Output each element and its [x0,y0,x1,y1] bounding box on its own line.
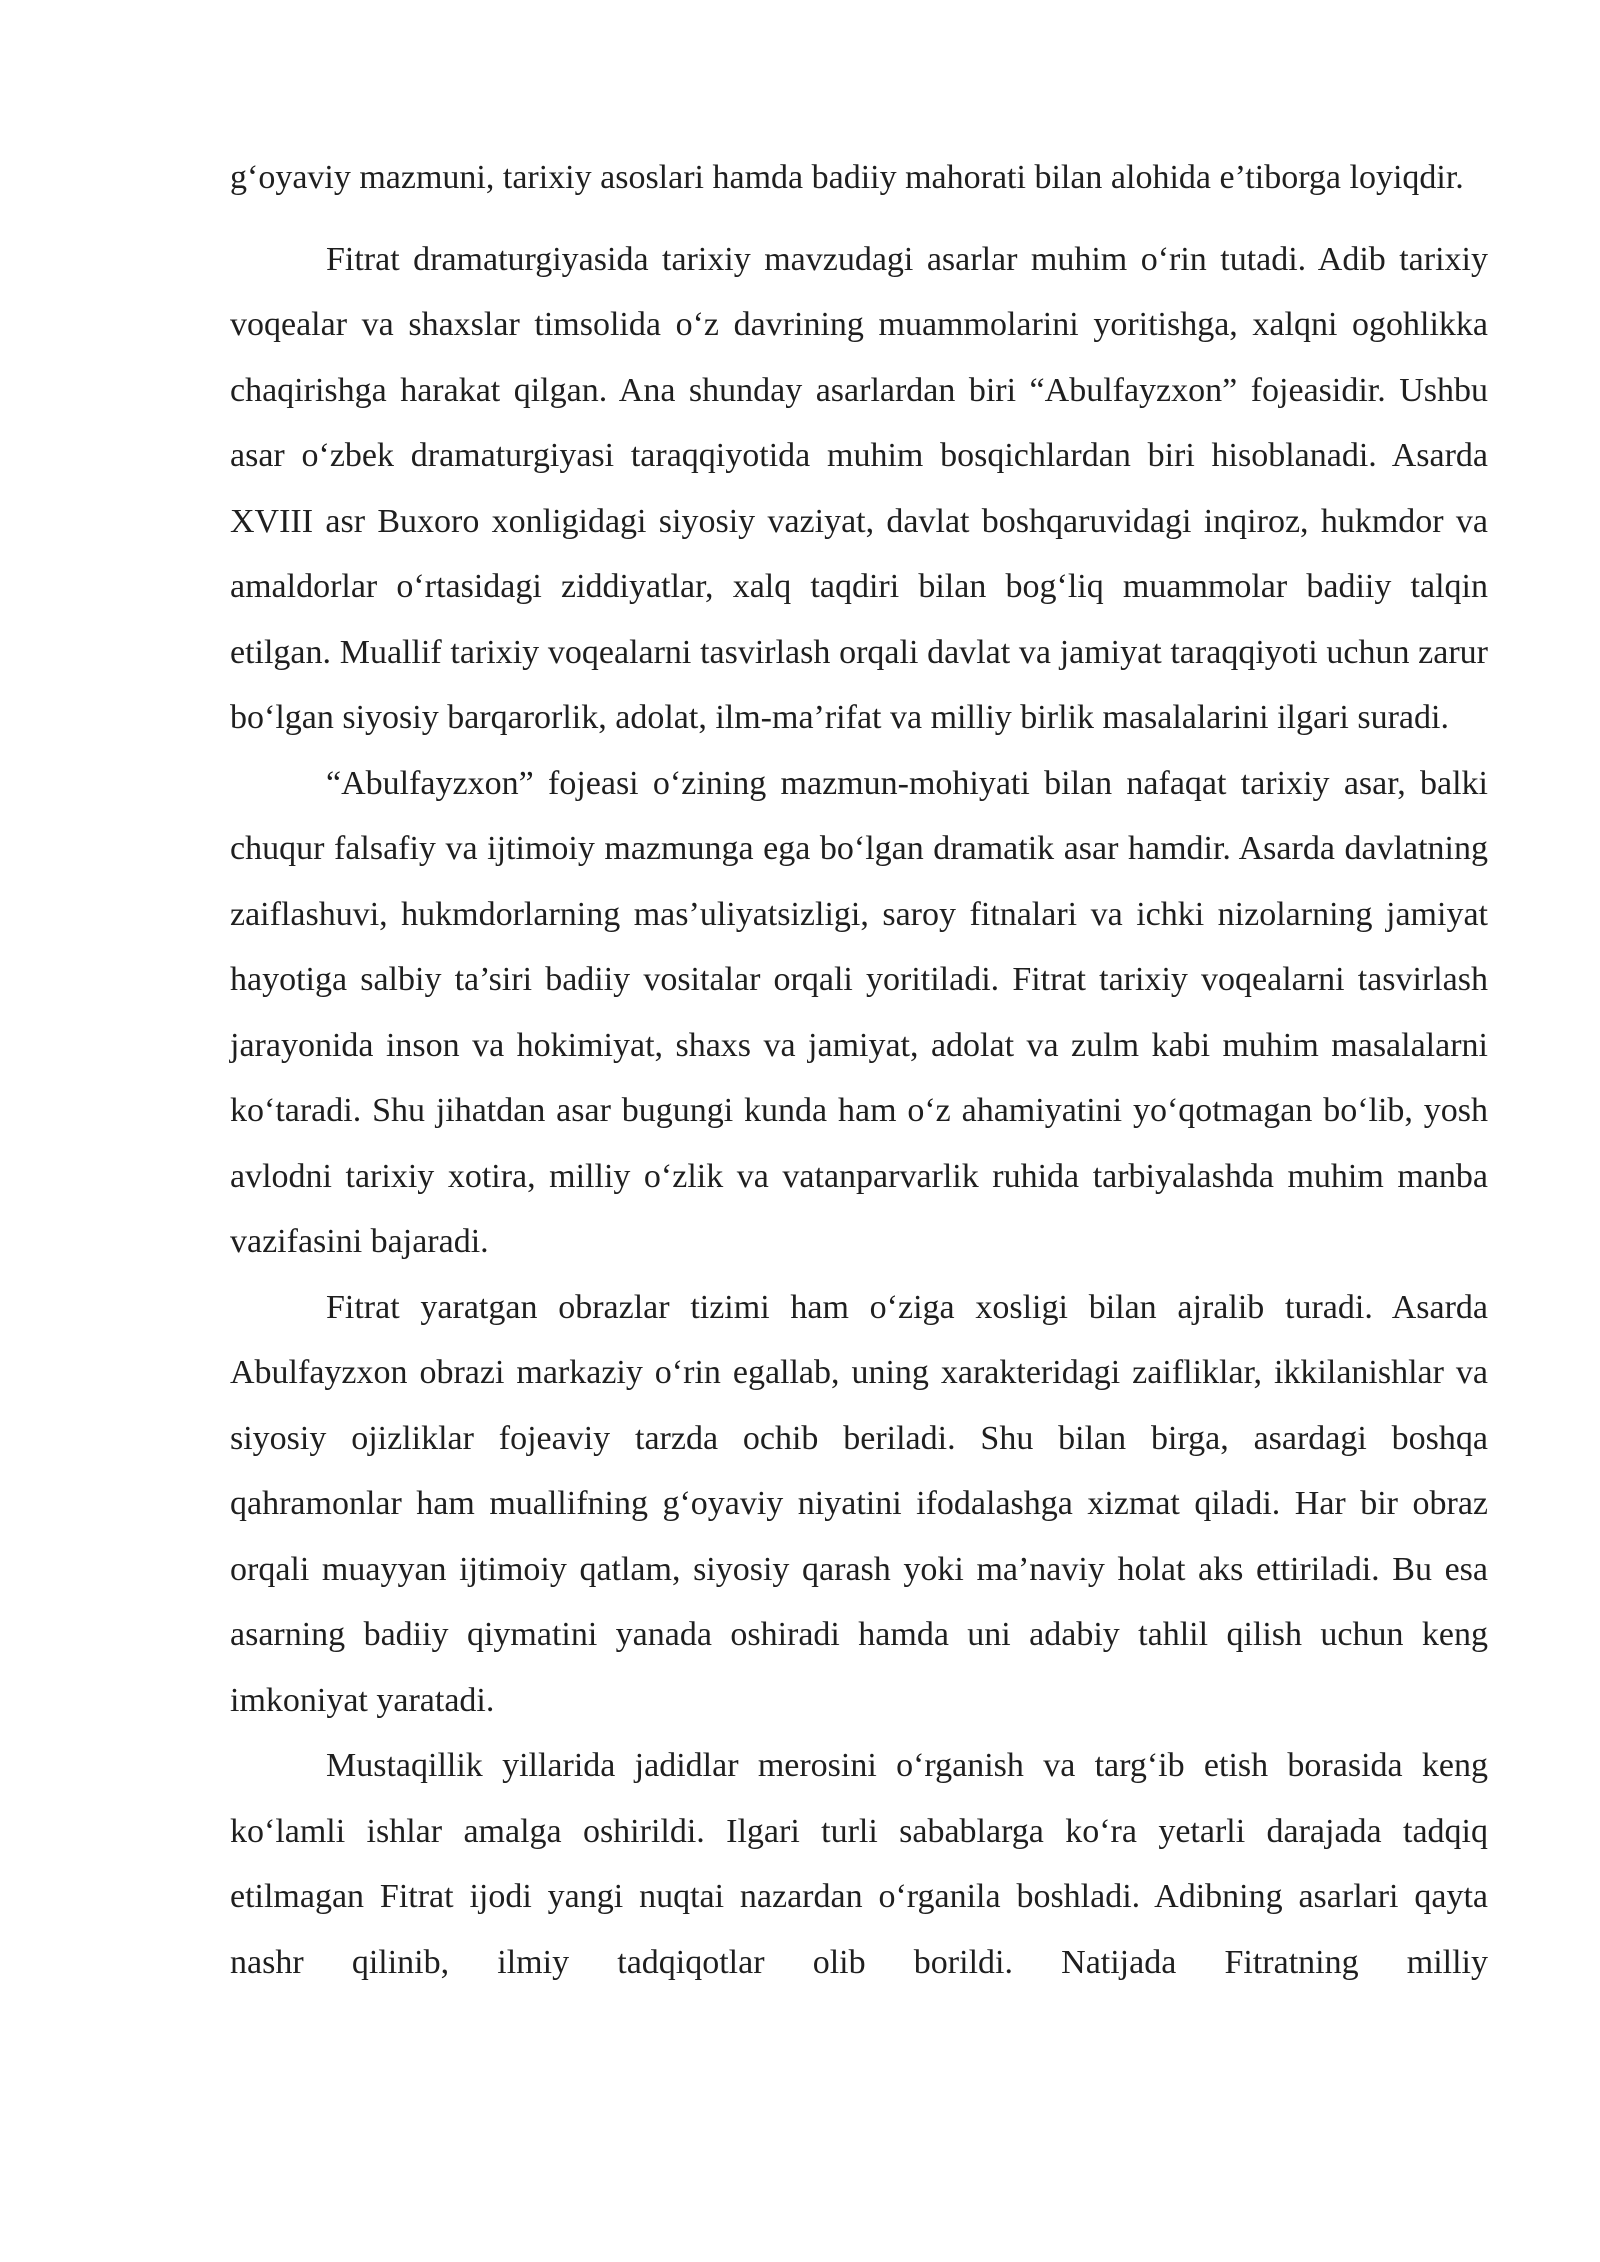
paragraph-independence: Mustaqillik yillarida jadidlar merosini o‘rganish va targ‘ib etish borasida keng ko‘lamli ishlar amalga oshirildi. Ilgari turli sabablarga ko‘ra yetarli darajada tadqiq etilmagan Fitrat ijodi yangi nuqtai nazardan o‘rganila boshladi. Adibning asarlari qayta nashr qilinib, ilmiy tadqiqotlar olib borildi. Natijada Fitratning milliy [230,1747,1488,1981]
body-text [230,145,1488,1995]
paragraph-dramaturgy: Fitrat dramaturgiyasida tarixiy mavzudagi asarlar muhim o‘rin tutadi. Adib tarixiy voqealar va shaxslar timsolida o‘z davrining muammolarini yoritishga, xalqni ogohlikka chaqirishga harakat qilgan. Ana shunday asarlardan biri “Abulfayzxon” fojeasidir. Ushbu asar o‘zbek dramaturgiyasi taraqqiyotida muhim bosqichlardan biri hisoblanadi. Asarda XVIII asr Buxoro xonligidagi siyosiy vaziyat, davlat boshqaruvidagi inqiroz, hukmdor va amaldorlar o‘rtasidagi ziddiyatlar, xalq taqdiri bilan bog‘liq muammolar badiiy talqin etilgan. Muallif tarixiy voqealarni tasvirlash orqali davlat va jamiyat taraqqiyoti uchun zarur bo‘lgan siyosiy barqarorlik, adolat, ilm-ma’rifat va milliy birlik masalalarini ilgari suradi. [230,240,1488,736]
paragraph-abulfayzxon: “Abulfayzxon” fojeasi o‘zining mazmun-mohiyati bilan nafaqat tarixiy asar, balki chuqur falsafiy va ijtimoiy mazmunga ega bo‘lgan dramatik asar hamdir. Asarda davlatning zaiflashuvi, hukmdorlarning mas’uliyatsizligi, saroy fitnalari va ichki nizolarning jamiyat hayotiga salbiy ta’siri badiiy vositalar orqali yoritiladi. Fitrat tarixiy voqealarni tasvirlash jarayonida inson va hokimiyat, shaxs va jamiyat, adolat va zulm kabi muhim masalalarni ko‘taradi. Shu jihatdan asar bugungi kunda ham o‘z ahamiyatini yo‘qotmagan bo‘lib, yosh avlodni tarixiy xotira, milliy o‘zlik va vatanparvarlik ruhida tarbiyalashda muhim manba vazifasini bajaradi. [230,764,1488,1260]
paragraph-characters: Fitrat yaratgan obrazlar tizimi ham o‘ziga xosligi bilan ajralib turadi. Asarda Abulfayzxon obrazi markaziy o‘rin egallab, uning xarakteridagi zaifliklar, ikkilanishlar va siyosiy ojizliklar fojeaviy tarzda ochib beriladi. Shu bilan birga, asardagi boshqa qahramonlar ham muallifning g‘oyaviy niyatini ifodalashga xizmat qiladi. Har bir obraz orqali muayyan ijtimoiy qatlam, siyosiy qarash yoki ma’naviy holat aks ettiriladi. Bu esa asarning badiiy qiymatini yanada oshiradi hamda uni adabiy tahlil qilish uchun keng imkoniyat yaratadi. [230,1288,1488,1719]
paragraph-continued: g‘oyaviy mazmuni, tarixiy asoslari hamda badiiy mahorati bilan alohida e’tiborga loyiqdir. [230,159,1464,196]
